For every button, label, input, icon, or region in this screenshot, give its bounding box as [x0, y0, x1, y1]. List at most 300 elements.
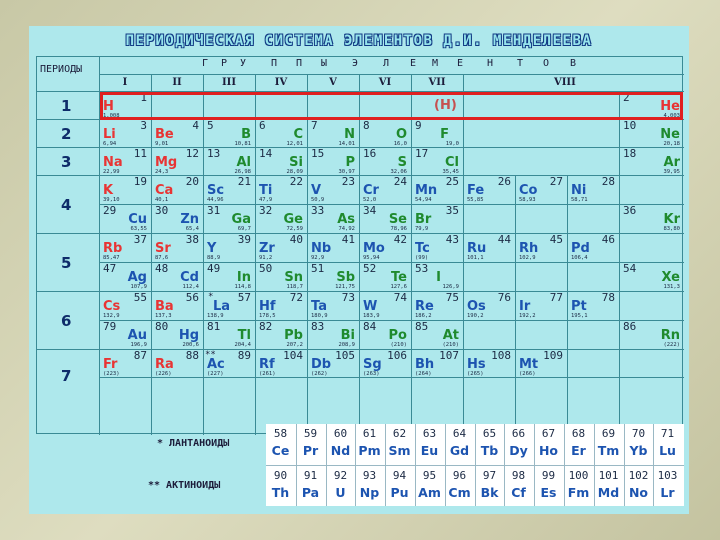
- element-symbol: Tb: [480, 443, 499, 458]
- actinides-label: ** АКТИНОИДЫ: [148, 480, 221, 491]
- atomic-number: 69: [601, 427, 616, 440]
- element-ru[interactable]: [463, 233, 515, 262]
- element-symbol: Pb: [284, 328, 303, 343]
- element-mg[interactable]: [151, 147, 203, 175]
- element-symbol: Re: [415, 299, 434, 314]
- atomic-number: 56: [185, 291, 199, 304]
- element-symbol: Hg: [178, 328, 199, 343]
- lanthanide-er[interactable]: [564, 424, 593, 464]
- element-ra[interactable]: [151, 349, 203, 378]
- atomic-mass: 114,8: [234, 284, 251, 290]
- atomic-mass: 178,5: [259, 313, 276, 319]
- actinide-cf[interactable]: [504, 466, 533, 506]
- atomic-mass: (223): [103, 371, 120, 377]
- period-1-highlight: [100, 92, 683, 120]
- atomic-mass: 78,96: [390, 226, 407, 232]
- atomic-number: 19: [133, 175, 147, 188]
- atomic-mass: 47,9: [259, 197, 273, 203]
- element-symbol: Zn: [180, 212, 199, 227]
- element-symbol: He: [660, 99, 680, 114]
- element-cr[interactable]: [359, 175, 411, 204]
- element-symbol: Bh: [415, 357, 435, 372]
- actinide-fm[interactable]: [564, 466, 593, 506]
- element-f[interactable]: [411, 119, 463, 147]
- atomic-mass: 204,4: [234, 342, 251, 348]
- atomic-mass: 91,2: [259, 255, 273, 261]
- atomic-number: 72: [289, 291, 303, 304]
- actinide-pu[interactable]: [385, 466, 414, 506]
- element-symbol: Mo: [363, 241, 385, 256]
- atomic-mass: 35,45: [442, 169, 459, 175]
- element-tc[interactable]: [411, 233, 463, 262]
- actinide-np[interactable]: [355, 466, 384, 506]
- atomic-mass: 39,10: [103, 197, 120, 203]
- element-symbol: Th: [271, 485, 290, 500]
- actinide-md[interactable]: [594, 466, 623, 506]
- element-symbol: S: [397, 155, 407, 170]
- atomic-mass: 127,6: [390, 284, 407, 290]
- element-ir[interactable]: [515, 291, 567, 320]
- actinide-u[interactable]: [326, 466, 355, 506]
- element-te[interactable]: [359, 262, 411, 291]
- element-zr[interactable]: [255, 233, 307, 262]
- groups-header-letter: Е: [410, 58, 417, 69]
- atomic-number: 57: [237, 291, 251, 304]
- element-hs[interactable]: [463, 349, 515, 378]
- element-symbol: Ti: [259, 183, 273, 198]
- atomic-number: 35: [445, 204, 459, 217]
- element-symbol: B: [241, 127, 251, 142]
- atomic-mass: 95,94: [363, 255, 380, 261]
- atomic-number: 89: [237, 349, 251, 362]
- element-hg[interactable]: [151, 320, 203, 349]
- atomic-number: 43: [445, 233, 459, 246]
- element-ca[interactable]: [151, 175, 203, 204]
- period-number: 6: [61, 312, 72, 330]
- element-symbol: V: [311, 183, 322, 198]
- element-pt[interactable]: [567, 291, 619, 320]
- actinide-am[interactable]: [415, 466, 444, 506]
- atomic-number: 63: [422, 427, 437, 440]
- group-label: VII: [428, 77, 446, 88]
- groups-header-letter: О: [543, 58, 550, 69]
- element-zn[interactable]: [151, 204, 203, 233]
- atomic-number: 48: [155, 262, 169, 275]
- element-s[interactable]: [359, 147, 411, 175]
- atomic-number: 17: [415, 147, 429, 160]
- element-symbol: Al: [236, 155, 251, 170]
- element-bh[interactable]: [411, 349, 463, 378]
- atomic-number: 30: [155, 204, 169, 217]
- element-symbol: Yb: [629, 443, 648, 458]
- actinide-lr[interactable]: [653, 466, 682, 506]
- atomic-number: 103: [657, 469, 678, 482]
- atomic-number: 79: [103, 320, 117, 333]
- element-symbol: Fe: [467, 183, 485, 198]
- group-label: VI: [378, 77, 392, 88]
- atomic-number: 32: [259, 204, 273, 217]
- atomic-mass: (261): [259, 371, 276, 377]
- atomic-mass: (226): [155, 371, 172, 377]
- actinide-marker: **: [205, 350, 216, 360]
- element-symbol: Pt: [571, 299, 587, 314]
- atomic-number: 4: [192, 119, 199, 132]
- atomic-mass: 55,85: [467, 197, 484, 203]
- element-ge[interactable]: [255, 204, 307, 233]
- element-cd[interactable]: [151, 262, 203, 291]
- group-label: IV: [274, 77, 288, 88]
- atomic-number: 105: [335, 349, 355, 362]
- element-symbol: Ru: [467, 241, 487, 256]
- lanthanide-sm[interactable]: [385, 424, 414, 464]
- atomic-number: 7: [311, 119, 318, 132]
- element-symbol: Cu: [128, 212, 147, 227]
- element-symbol: Mt: [519, 357, 539, 372]
- atomic-number: 10: [623, 119, 637, 132]
- element-b[interactable]: [203, 119, 255, 147]
- atomic-number: 100: [568, 469, 589, 482]
- element-w[interactable]: [359, 291, 411, 320]
- atomic-mass: 192,2: [519, 313, 536, 319]
- atomic-mass: 101,1: [467, 255, 484, 261]
- element-mo[interactable]: [359, 233, 411, 262]
- element-k[interactable]: [99, 175, 151, 204]
- atomic-number: 60: [333, 427, 348, 440]
- element-i[interactable]: [411, 262, 463, 291]
- element-symbol: Tm: [597, 443, 620, 458]
- atomic-mass: (227): [207, 371, 224, 377]
- atomic-number: 49: [207, 262, 221, 275]
- element-as[interactable]: [307, 204, 359, 233]
- atomic-number: 8: [363, 119, 370, 132]
- element-sc[interactable]: [203, 175, 255, 204]
- lanthanide-eu[interactable]: [415, 424, 444, 464]
- period-number: 5: [61, 254, 72, 272]
- element-bi[interactable]: [307, 320, 359, 349]
- element-sg[interactable]: [359, 349, 411, 378]
- atomic-number: 25: [445, 175, 459, 188]
- hydrogen-placeholder: (H): [434, 98, 457, 113]
- atomic-mass: 85,47: [103, 255, 120, 261]
- element-symbol: Y: [207, 241, 217, 256]
- actinide-bk[interactable]: [475, 466, 504, 506]
- atomic-number: 88: [185, 349, 199, 362]
- atomic-number: 2: [623, 91, 630, 104]
- atomic-mass: 126,9: [442, 284, 459, 290]
- atomic-number: 107: [439, 349, 459, 362]
- period-number: 7: [61, 367, 72, 385]
- element-ar[interactable]: [619, 147, 684, 175]
- element-li[interactable]: [99, 119, 151, 147]
- atomic-mass: 131,3: [663, 284, 680, 290]
- element-pd[interactable]: [567, 233, 619, 262]
- element-symbol: Pr: [302, 443, 319, 458]
- element-symbol: Na: [103, 155, 123, 170]
- element-cu[interactable]: [99, 204, 151, 233]
- element-ba[interactable]: [151, 291, 203, 320]
- atomic-mass: 32,06: [390, 169, 407, 175]
- element-tl[interactable]: [203, 320, 255, 349]
- lanthanide-marker: *: [208, 292, 214, 302]
- element-symbol: Rb: [103, 241, 123, 256]
- period-number: 1: [61, 97, 72, 115]
- actinide-cm[interactable]: [445, 466, 474, 506]
- atomic-number: 70: [631, 427, 646, 440]
- atomic-mass: 83,80: [663, 226, 680, 232]
- atomic-mass: 6,94: [103, 141, 117, 147]
- atomic-mass: 1,008: [103, 113, 120, 119]
- atomic-mass: 112,4: [182, 284, 199, 290]
- atomic-number: 22: [289, 175, 303, 188]
- lanthanide-pm[interactable]: [355, 424, 384, 464]
- atomic-mass: 74,92: [338, 226, 355, 232]
- element-rh[interactable]: [515, 233, 567, 262]
- element-symbol: Zr: [259, 241, 275, 256]
- atomic-mass: (265): [467, 371, 484, 377]
- element-symbol: Bi: [340, 328, 355, 343]
- element-symbol: Er: [571, 443, 586, 458]
- atomic-mass: (264): [415, 371, 432, 377]
- element-mn[interactable]: [411, 175, 463, 204]
- atomic-number: 104: [283, 349, 303, 362]
- atomic-number: 94: [392, 469, 407, 482]
- actinide-th[interactable]: [266, 466, 295, 506]
- element-db[interactable]: [307, 349, 359, 378]
- groups-header-letter: М: [432, 58, 439, 69]
- element-symbol: Es: [540, 485, 557, 500]
- element-ne[interactable]: [619, 119, 684, 147]
- actinide-pa[interactable]: [296, 466, 325, 506]
- atomic-mass: 106,4: [571, 255, 588, 261]
- element-ta[interactable]: [307, 291, 359, 320]
- element-cl[interactable]: [411, 147, 463, 175]
- atomic-mass: 54,94: [415, 197, 432, 203]
- groups-header-letter: Э: [352, 58, 359, 69]
- element-sr[interactable]: [151, 233, 203, 262]
- atomic-mass: 20,18: [663, 141, 680, 147]
- element-n[interactable]: [307, 119, 359, 147]
- periodic-table-grid: [36, 56, 683, 434]
- atomic-mass: 30,97: [338, 169, 355, 175]
- element-symbol: La: [213, 299, 231, 314]
- element-in[interactable]: [203, 262, 255, 291]
- element-symbol: Be: [155, 127, 174, 142]
- element-o[interactable]: [359, 119, 411, 147]
- atomic-mass: 58,93: [519, 197, 536, 203]
- atomic-number: 34: [363, 204, 377, 217]
- element-symbol: Cm: [448, 485, 471, 500]
- element-nb[interactable]: [307, 233, 359, 262]
- groups-header-letter: Н: [487, 58, 494, 69]
- atomic-number: 92: [333, 469, 348, 482]
- element-xe[interactable]: [619, 262, 684, 291]
- atomic-number: 64: [452, 427, 467, 440]
- element-symbol: Tc: [415, 241, 430, 256]
- element-au[interactable]: [99, 320, 151, 349]
- element-fe[interactable]: [463, 175, 515, 204]
- element-na[interactable]: [99, 147, 151, 175]
- element-symbol: Pm: [358, 443, 381, 458]
- groups-header-letter: Ы: [321, 58, 328, 69]
- element-br[interactable]: [411, 204, 463, 233]
- lanthanide-gd[interactable]: [445, 424, 474, 464]
- atomic-mass: 4,003: [663, 113, 680, 119]
- element-po[interactable]: [359, 320, 411, 349]
- element-rf[interactable]: [255, 349, 307, 378]
- element-symbol: Ne: [660, 127, 680, 142]
- atomic-mass: 207,2: [286, 342, 303, 348]
- actinide-es[interactable]: [534, 466, 563, 506]
- atomic-number: 74: [393, 291, 407, 304]
- element-symbol: Ac: [207, 357, 225, 372]
- atomic-mass: (262): [311, 371, 328, 377]
- element-kr[interactable]: [619, 204, 684, 233]
- lanthanide-pr[interactable]: [296, 424, 325, 464]
- element-symbol: Sc: [207, 183, 225, 198]
- element-symbol: K: [103, 183, 114, 198]
- element-symbol: Ar: [663, 155, 680, 170]
- group-label: VIII: [554, 77, 576, 88]
- element-symbol: Ir: [519, 299, 531, 314]
- atomic-mass: 107,9: [130, 284, 147, 290]
- atomic-mass: 28,09: [286, 169, 303, 175]
- atomic-number: 33: [311, 204, 325, 217]
- element-se[interactable]: [359, 204, 411, 233]
- atomic-mass: 121,75: [335, 284, 355, 290]
- element-symbol: Gd: [449, 443, 470, 458]
- element-symbol: No: [628, 485, 649, 500]
- element-symbol: Eu: [420, 443, 439, 458]
- atomic-number: 21: [237, 175, 251, 188]
- element-symbol: Li: [103, 127, 116, 142]
- element-c[interactable]: [255, 119, 307, 147]
- atomic-mass: 208,9: [338, 342, 355, 348]
- lanthanide-dy[interactable]: [504, 424, 533, 464]
- element-fr[interactable]: [99, 349, 151, 378]
- element-p[interactable]: [307, 147, 359, 175]
- element-symbol: Fm: [567, 485, 590, 500]
- atomic-number: 45: [549, 233, 563, 246]
- element-mt[interactable]: [515, 349, 567, 378]
- atomic-number: 97: [482, 469, 497, 482]
- atomic-number: 99: [541, 469, 556, 482]
- atomic-number: 41: [341, 233, 355, 246]
- atomic-mass: 183,9: [363, 313, 380, 319]
- atomic-mass: 44,96: [207, 197, 224, 203]
- element-symbol: Nb: [311, 241, 332, 256]
- atomic-number: 18: [623, 147, 637, 160]
- atomic-number: 29: [103, 204, 117, 217]
- atomic-number: 58: [273, 427, 288, 440]
- element-ni[interactable]: [567, 175, 619, 204]
- element-symbol: Hf: [259, 299, 276, 314]
- atomic-number: 37: [133, 233, 147, 246]
- atomic-number: 26: [497, 175, 511, 188]
- element-ga[interactable]: [203, 204, 255, 233]
- element-symbol: Xe: [661, 270, 680, 285]
- element-symbol: Si: [289, 155, 303, 170]
- element-v[interactable]: [307, 175, 359, 204]
- lanthanide-tm[interactable]: [594, 424, 623, 464]
- element-at[interactable]: [411, 320, 463, 349]
- atomic-number: 101: [598, 469, 619, 482]
- grid-line: [99, 74, 684, 75]
- element-symbol: Co: [519, 183, 538, 198]
- atomic-mass: 19,0: [445, 141, 459, 147]
- atomic-mass: 180,9: [311, 313, 328, 319]
- atomic-mass: 22,99: [103, 169, 120, 175]
- element-symbol: Md: [597, 485, 620, 500]
- atomic-mass: (210): [390, 342, 407, 348]
- element-symbol: Pu: [390, 485, 409, 500]
- atomic-number: 59: [303, 427, 318, 440]
- element-hf[interactable]: [255, 291, 307, 320]
- element-symbol: Dy: [509, 443, 528, 458]
- element-rb[interactable]: [99, 233, 151, 262]
- atomic-mass: 40,1: [155, 197, 169, 203]
- element-symbol: Po: [388, 328, 407, 343]
- atomic-number: 71: [660, 427, 675, 440]
- element-ti[interactable]: [255, 175, 307, 204]
- lanthanide-tb[interactable]: [475, 424, 504, 464]
- element-symbol: Lr: [660, 485, 675, 500]
- element-os[interactable]: [463, 291, 515, 320]
- element-symbol: Ce: [271, 443, 290, 458]
- atomic-mass: 50,9: [311, 197, 325, 203]
- element-sb[interactable]: [307, 262, 359, 291]
- element-symbol: Cd: [180, 270, 199, 285]
- element-cs[interactable]: [99, 291, 151, 320]
- lanthanide-nd[interactable]: [326, 424, 355, 464]
- atomic-number: 95: [422, 469, 437, 482]
- element-y[interactable]: [203, 233, 255, 262]
- group-label: III: [221, 77, 237, 88]
- element-co[interactable]: [515, 175, 567, 204]
- atomic-mass: (263): [363, 371, 380, 377]
- element-al[interactable]: [203, 147, 255, 175]
- actinide-no[interactable]: [624, 466, 653, 506]
- element-sn[interactable]: [255, 262, 307, 291]
- lanthanide-yb[interactable]: [624, 424, 653, 464]
- element-symbol: Tl: [237, 328, 251, 343]
- lanthanide-ho[interactable]: [534, 424, 563, 464]
- atomic-number: 98: [511, 469, 526, 482]
- element-si[interactable]: [255, 147, 307, 175]
- element-ag[interactable]: [99, 262, 151, 291]
- atomic-number: 6: [259, 119, 266, 132]
- atomic-number: 46: [601, 233, 615, 246]
- group-label: V: [329, 77, 337, 88]
- element-re[interactable]: [411, 291, 463, 320]
- element-pb[interactable]: [255, 320, 307, 349]
- element-symbol: Cf: [511, 485, 526, 500]
- lanthanide-ce[interactable]: [266, 424, 295, 464]
- element-symbol: Cs: [103, 299, 121, 314]
- lanthanide-lu[interactable]: [653, 424, 682, 464]
- atomic-number: 66: [511, 427, 526, 440]
- element-symbol: Au: [127, 328, 147, 343]
- atomic-number: 9: [415, 119, 422, 132]
- atomic-mass: 65,4: [185, 226, 199, 232]
- element-be[interactable]: [151, 119, 203, 147]
- atomic-number: 3: [140, 119, 147, 132]
- element-symbol: Ra: [155, 357, 174, 372]
- atomic-mass: 52,0: [363, 197, 377, 203]
- element-rn[interactable]: [619, 320, 684, 349]
- atomic-number: 47: [103, 262, 117, 275]
- atomic-mass: 26,98: [234, 169, 251, 175]
- atomic-number: 87: [133, 349, 147, 362]
